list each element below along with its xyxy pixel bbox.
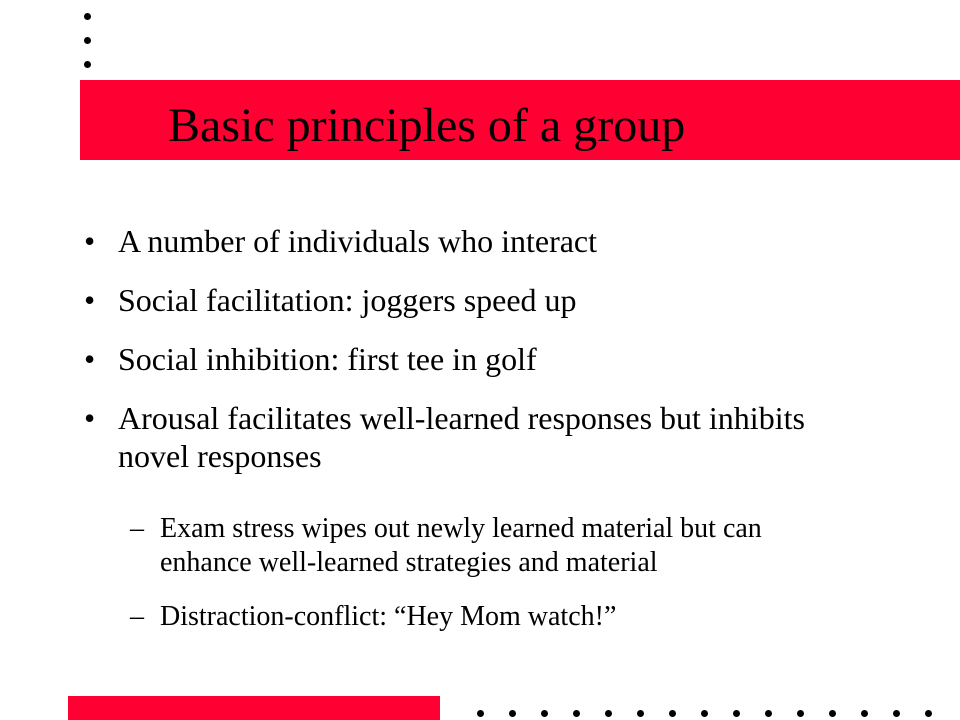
list-item [84,399,838,475]
list-item [84,281,944,319]
decorative-dot-icon [765,710,772,717]
decorative-dot-icon [733,710,740,717]
decorative-dot-icon [84,61,91,68]
list-item [84,340,944,378]
decorative-dot-icon [829,710,836,717]
bullet-icon: • [84,282,96,318]
bullet-icon: • [84,400,96,436]
bullet-text: Social facilitation: joggers speed up [118,282,577,318]
decorative-dot-icon [573,710,580,717]
decorative-dot-icon [84,37,91,44]
sub-bullet-list [130,512,850,654]
bullet-list [84,222,944,496]
decorative-dot-icon [797,710,804,717]
bullet-text: Arousal facilitates well-learned responses but inhibits novel responses [118,400,805,474]
decorative-dot-icon [893,710,900,717]
bullet-icon: • [84,223,96,259]
list-item [130,600,850,634]
bottom-band [68,696,440,720]
decorative-dot-icon [637,710,644,717]
decorative-dot-icon [925,710,932,717]
bullet-text: A number of individuals who interact [118,223,598,259]
decorative-dot-icon [669,710,676,717]
bullet-icon: • [84,341,96,377]
decorative-dot-icon [84,13,91,20]
slide-title: Basic principles of a group [168,99,686,152]
bullet-text: Social inhibition: first tee in golf [118,341,537,377]
dash-icon: – [130,513,144,544]
decorative-dot-icon [509,710,516,717]
sub-bullet-text: Exam stress wipes out newly learned material but can enhance well-learned strategies and material [160,513,762,578]
decorative-dot-icon [541,710,548,717]
sub-bullet-text: Distraction-conflict: “Hey Mom watch!” [160,601,617,632]
decorative-dot-icon [861,710,868,717]
decorative-dot-icon [477,710,484,717]
list-item [84,222,944,260]
list-item [130,512,850,580]
decorative-dot-icon [605,710,612,717]
decorative-dot-icon [701,710,708,717]
dash-icon: – [130,601,144,632]
